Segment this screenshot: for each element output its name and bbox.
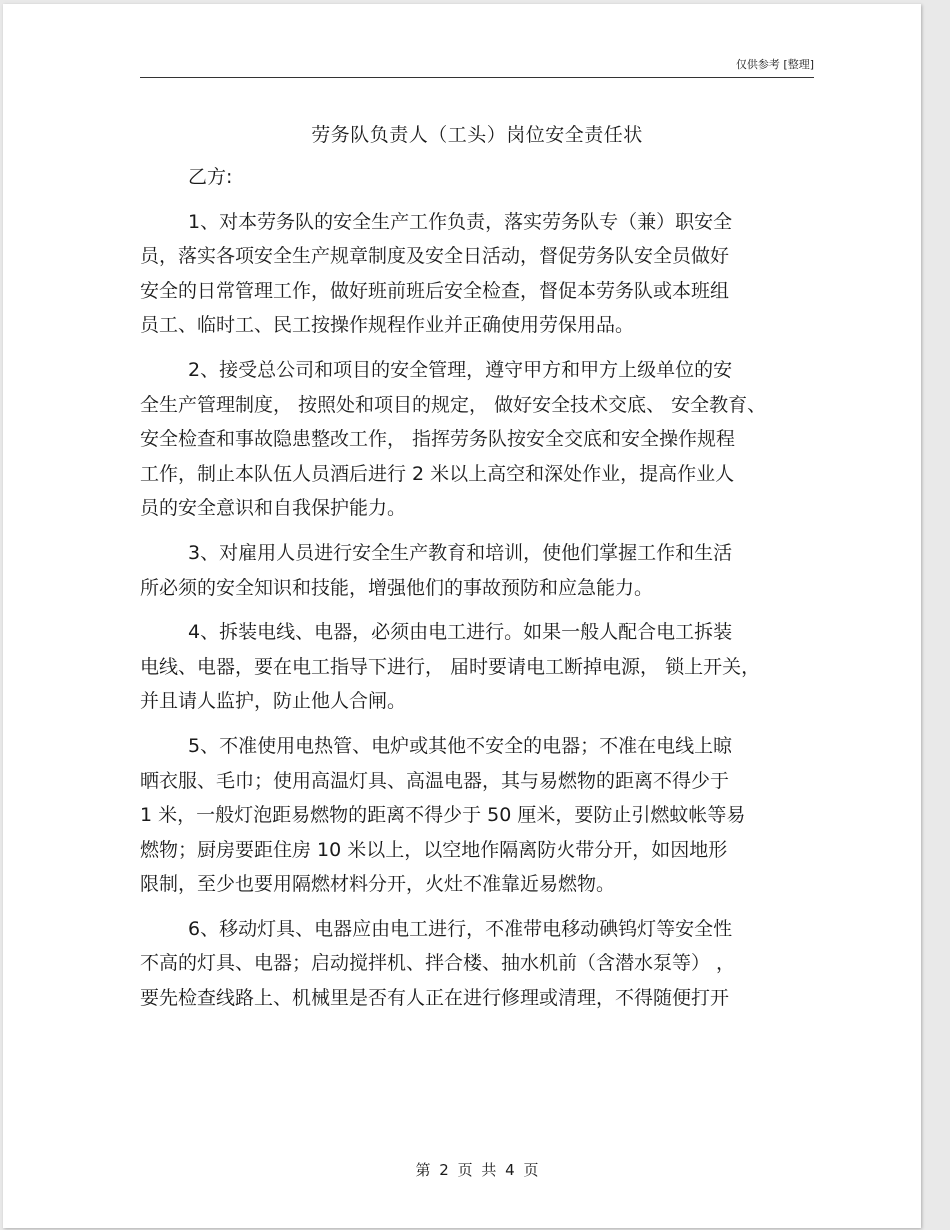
paragraph-line: 限制，至少也要用隔燃材料分开，火灶不准靠近易燃物。 (140, 873, 616, 896)
paragraph-line: 1 米，一般灯泡距易燃物的距离不得少于 50 厘米，要防止引燃蚊帐等易 (140, 804, 746, 827)
paragraph-line: 燃物；厨房要距住房 10 米以上，以空地作隔离防火带分开，如因地形 (140, 838, 728, 861)
paragraph-1 (140, 205, 814, 343)
paragraph-line: 要先检查线路上、机械里是否有人正在进行修理或清理，不得随便打开 (140, 987, 730, 1010)
paragraph-line: 1、对本劳务队的安全生产工作负责，落实劳务队专（兼）职安全 (188, 210, 733, 233)
paragraph-line: 员工、临时工、民工按操作规程作业并正确使用劳保用品。 (140, 314, 635, 337)
party-label: 乙方: (188, 166, 233, 188)
page-number: 第 2 页 共 4 页 (415, 1161, 539, 1179)
header-divider (140, 77, 814, 78)
document-page (3, 4, 921, 1228)
paragraph-line: 晒衣服、毛巾；使用高温灯具、高温电器，其与易燃物的距离不得少于 (140, 769, 730, 792)
paragraph-line: 4、拆装电线、电器，必须由电工进行。如果一般人配合电工拆装 (188, 621, 733, 644)
paragraph-line: 安全检查和事故隐患整改工作， 指挥劳务队按安全交底和安全操作规程 (140, 428, 736, 451)
document-body (140, 160, 814, 1016)
paragraph-line: 所必须的安全知识和技能，增强他们的事故预防和应急能力。 (140, 576, 654, 599)
document-title: 劳务队负责人（工头）岗位安全责任状 (311, 124, 643, 146)
paragraph-line: 2、接受总公司和项目的安全管理，遵守甲方和甲方上级单位的安 (188, 358, 733, 381)
paragraph-line: 全生产管理制度， 按照处和项目的规定， 做好安全技术交底、 安全教育、 (140, 393, 767, 416)
paragraph-line: 员，落实各项安全生产规章制度及安全日活动，督促劳务队安全员做好 (140, 245, 730, 268)
paragraph-5 (140, 729, 814, 902)
paragraph-3 (140, 536, 814, 605)
paragraph-line: 6、移动灯具、电器应由电工进行，不准带电移动碘钨灯等安全性 (188, 917, 733, 940)
paragraph-4 (140, 615, 814, 719)
paragraph-6 (140, 912, 814, 1016)
paragraph-line: 5、不准使用电热管、电炉或其他不安全的电器；不准在电线上晾 (188, 734, 733, 757)
paragraph-line: 电线、电器，要在电工指导下进行， 届时要请电工断掉电源， 锁上开关， (140, 655, 761, 678)
paragraph-line: 工作，制止本队伍人员酒后进行 2 米以上高空和深处作业，提高作业人 (140, 462, 735, 485)
paragraph-line: 3、对雇用人员进行安全生产教育和培训，使他们掌握工作和生活 (188, 541, 733, 564)
header-note: 仅供参考 [整理] (735, 58, 814, 71)
paragraph-line: 不高的灯具、电器；启动搅拌机、拌合楼、抽水机前（含潜水泵等） ， (140, 952, 736, 975)
paragraph-line: 安全的日常管理工作，做好班前班后安全检查，督促本劳务队或本班组 (140, 279, 730, 302)
paragraph-2 (140, 353, 814, 526)
paragraph-line: 并且请人监护，防止他人合闸。 (140, 690, 407, 713)
paragraph-line: 员的安全意识和自我保护能力。 (140, 497, 407, 520)
